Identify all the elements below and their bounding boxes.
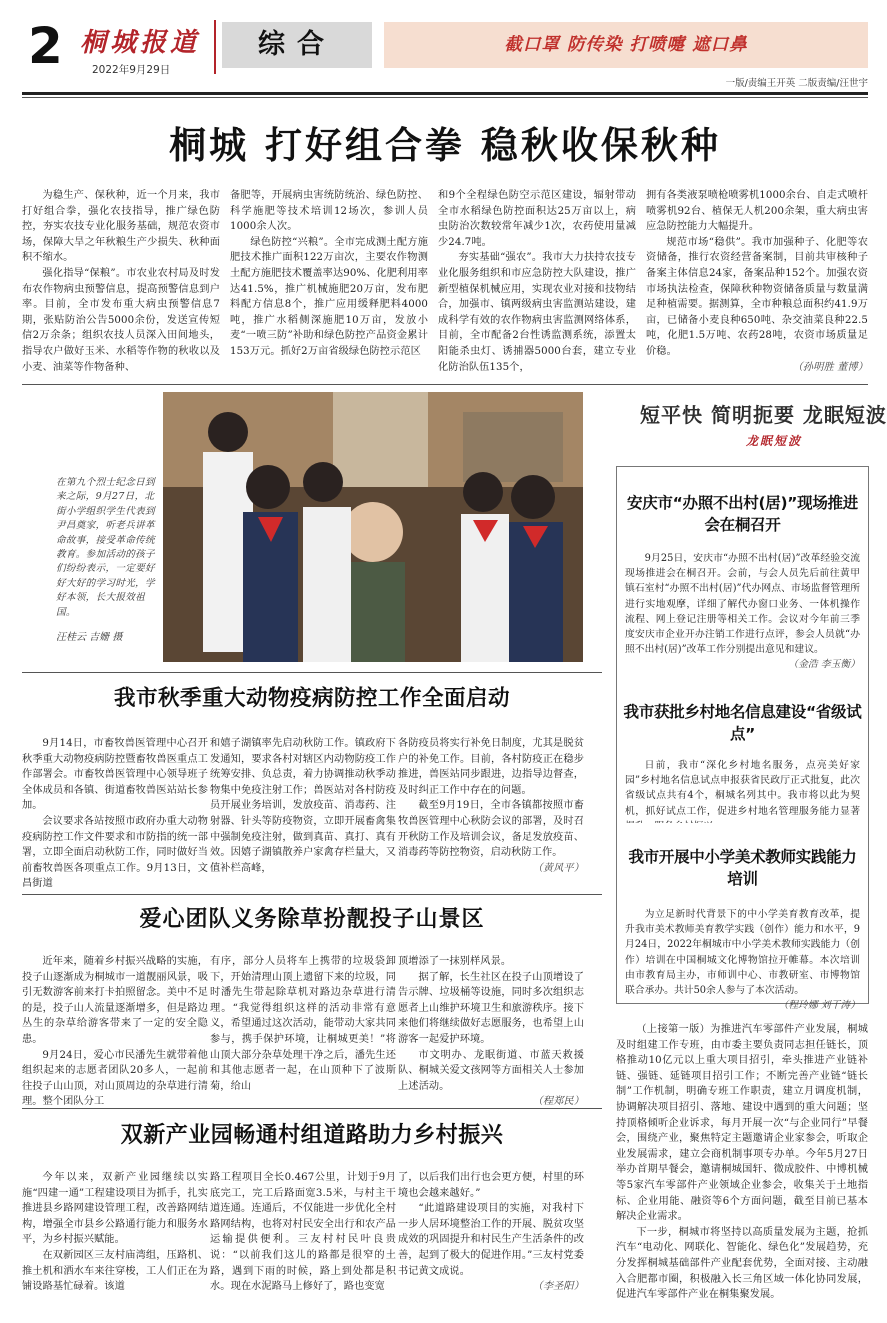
section-rule — [22, 384, 868, 385]
paragraph: 下一步，桐城市将坚持以高质量发展为主题，抢抓汽车“电动化、网联化、智能化、绿色化”发展趋势，充分发挥桐城基础部件产业配套优势，全面对接、主动融入合肥都市圈，积极融入长三角区域一体化协同发展，促进汽车零部件产业在桐集聚发展。 — [616, 1226, 868, 1301]
news-photo — [163, 392, 583, 662]
section-label-box — [222, 22, 372, 68]
lead-headline: 桐城 打好组合拳 稳秋收保秋种 — [169, 123, 721, 167]
paragraph: 市文明办、龙眠街道、市蓝天救援队、桐城关爱文孩网等方面相关人士参加上述活动。 — [398, 1049, 584, 1092]
paragraph: 截至9月19日，全市各镇都按照市畜牧兽医管理中心秋防会议的部署，及时召开秋防工作及培训会议，备足发放疫苗、消毒药等防控物资，启动秋防工作。 — [398, 800, 584, 859]
section-rule — [22, 894, 602, 895]
paragraph: 今年以来，双新产业园继续以实施“四建一通”工程建设项目为抓手，扎实推进县乡路网建设管理工程，改善路网结构，增强全市县乡公路通行能力和服务水平，为乡村振兴赋能。 — [22, 1172, 208, 1246]
lead-column-4 — [646, 188, 868, 376]
continued-article — [616, 1022, 868, 1312]
byline: （李圣阳） — [532, 1281, 584, 1293]
sidebar-header-title: 龙眠短波 — [746, 434, 803, 448]
article-column — [210, 1170, 396, 1315]
photo-caption: 在第九个烈士纪念日到来之际，9月27日，北街小学组织学生代表到尹昌奠家，听老兵讲革命故事，接受革命传统教育。参加活动的孩子们纷纷表示，一定要好好大好的学习时光，学好本领，长大报效祖国。 — [56, 477, 155, 618]
brief-title: 我市获批乡村地名信息建设“省级试点” — [623, 703, 862, 743]
byline: （孙明胜 董博） — [792, 361, 868, 373]
paragraph: 会议要求各站按照市政府办重大动物疫病防控工作文件要求和市防指的统一部署，立即全面启动秋防工作，同时做好当前畜牧兽医各项重点工作。9月13日，文昌街道 — [22, 815, 208, 890]
paragraph: 顶增添了一抹别样风景。 — [398, 956, 512, 967]
page-number: 2 — [28, 17, 63, 75]
editors-line: 一版/责编王开英 二版责编/汪世宇 — [725, 78, 868, 89]
paragraph: 绿色防控“兴粮”。全市完成测土配方施肥技术推广面积122万亩次，主要农作物测土配方施肥技术覆盖率达90%、化肥利用率达41.5%，推广机械施肥20万亩，发布肥料配方信息8个，推广应用缓释肥料4000吨，推广水稻侧深施肥10万亩，发放小麦“一喷三防”补助和绿色防控产品资金累计153万元。抓好2万亩省级绿色防控示范区 — [230, 236, 428, 357]
brief-item — [616, 466, 869, 690]
article-column — [22, 1170, 208, 1315]
lead-column-2 — [230, 188, 428, 376]
section-label: 综合 — [258, 29, 336, 60]
sidebar-header — [616, 398, 887, 454]
brief-body: 9月25日，安庆市“办照不出村(居)”改革经验交流现场推进会在桐召开。会前，与会人员先后前往黄甲镇石室村“办照不出村(居)”代办网点、市场监督管理所进行实地观摩，详细了解代办窗口业务、一体机操作流程、网上登记注册等相关工作。会议对今年前三季度安庆市企业开办注销工作进行点评，参会人员就“办照不出村(居)”改革工作分别提出意见和建议。 — [625, 553, 860, 656]
paragraph: 了，以后我们出行也会更方便，村里的环境也会越来越好。” — [398, 1172, 584, 1199]
masthead-rule-thin — [22, 97, 868, 98]
byline: （程玲娜 刘干涛） — [778, 1000, 860, 1012]
brief-body: 日前，我市“深化乡村地名服务，点亮美好家园”乡村地名信息试点申报获省民政厅正式批复，此次省级试点共有4个，桐城名列其中。我市将以此为契机，抓好试点工作，促进乡村地名管理服务能力显著 — [625, 760, 860, 817]
article-column — [398, 736, 584, 886]
article-column — [210, 954, 396, 1099]
paragraph: 路工程项目全长0.467公里，计划于9月底完工，完工后路面宽3.5米，与村主干道连通。连通后，不仅能进一步优化全村路网结构，也将对村民安全出行和农产品运输提供便利。三友村村民叶良贵说：“以前我们这儿的路都是很窄的土路，遇到下雨的时候，路上到处都是积水。现在水泥路马上修好了，路也变宽 — [210, 1172, 396, 1293]
paper-name-logo: 桐城报道 — [80, 28, 201, 58]
article-headline: 双新产业园畅通村组道路助力乡村振兴 — [120, 1123, 504, 1148]
paragraph: 据了解，长生社区在投子山顶增设了告示牌、垃圾桶等设施，同时多次组织志愿者上山维护环境卫生和旅游秩序。接下来他们将继续做好志愿服务，也希望上山游客一起爱护环境。 — [398, 971, 584, 1045]
article-headline: 爱心团队义务除草扮靓投子山景区 — [139, 907, 485, 932]
paragraph: 有序，部分人员将车上携带的垃圾袋卸下，开始清理山顶上遗留下来的垃圾，同时潘先生带起除草机对路边杂草进行清理。“我觉得组织这样的活动非常有意义，希望通过这次活动，能带动大家共同参与，携手保护环境，让桐城更美！”将山顶大部分杂草处理干净之后，潘先生还和其他志愿者一起，在山顶种下了波斯菊，给山 — [210, 956, 396, 1092]
paragraph: 9月14日，市畜牧兽医管理中心召开秋季重大动物疫病防控暨畜牧兽医重点工作部署会。市畜牧兽医管理中心领导班子全体成员和各镇、街道畜牧兽医站站长参加。 — [22, 738, 208, 812]
lead-column-3 — [438, 188, 636, 376]
paragraph: 近年来，随着乡村振兴战略的实施，投子山逐渐成为桐城市一道靓丽风景，吸引无数游客前来打卡拍照留念。美中不足的是，投子山人流量逐渐增多，但是路边丛生的杂草给游客带来了一定的安全隐患。 — [22, 956, 208, 1045]
sidebar-header-graphic: 短平快 简明扼要 龙眠短波 — [640, 403, 887, 427]
section-rule — [22, 672, 602, 673]
photo-illustration — [163, 392, 583, 662]
byline: （金浩 李玉衡） — [788, 659, 860, 671]
section-rule — [22, 1108, 602, 1109]
article-column — [22, 954, 208, 1108]
slogan-banner — [384, 22, 868, 68]
brief-title: 安庆市“办照不出村(居)”现场推进会在桐召开 — [627, 494, 858, 534]
paragraph: 在双新园区三友村庙湾组，压路机、推土机和洒水车来往穿梭，工人们正在为铺设路基忙碌着。该道 — [22, 1249, 208, 1293]
article-column — [22, 736, 208, 890]
slogan-text: 截口罩 防传染 打喷嚏 遮口鼻 — [504, 35, 748, 55]
brief-item — [616, 688, 869, 824]
photo-credit: 汪桂云 吉姗 摄 — [56, 632, 123, 643]
paragraph: （上接第一版）为推进汽车零部件产业发展，桐城及时组建工作专班，由市委主要负责同志担任链长，顶格推动10亿元以上重大项目招引，牵头推进产业链补链、强链、延链项目招引工作；不断完善产业链“链长制”工作机制，明确专班工作职责，建立月调度机制，协调解决项目招引、落地、建设中遇到的重大问题；坚持顶格倾听企业诉求，每月开展一次“与企业同行”早餐会，围绕产业，聚焦特定主题邀请企业家参会，听取企业发展需求，建立会商机制事项专办单。今年5月27日举办首期早餐会，邀请桐城国轩、微成胶件、中博机械等5家汽车零部件产业领域企业参会，收集关于土地指标、企业用能、融资等6个方面问题，截至目前已基本解决企业需求。 — [616, 1024, 868, 1223]
article-column — [398, 954, 584, 1108]
paragraph: 规范市场“稳供”。我市加强种子、化肥等农资储备，推行农资经营备案制，目前共审核种子备案主体信息24家，备案品种152个。加强农资市场执法检查，保障秋种物资储备质量与数量满足种植需要。据测算，全市种粮总面积约41.9万亩，已储备小麦良种650吨、杂交油菜良种22.5吨，化肥1.5万吨、农药28吨，农资市场质量足价稳。 — [646, 236, 868, 357]
issue-date: 2022年9月29日 — [92, 64, 171, 76]
article-column — [398, 1170, 584, 1315]
masthead — [0, 0, 887, 100]
lead-column-1 — [22, 188, 220, 376]
photo-caption-block — [22, 392, 162, 662]
paragraph: “此道路建设项目的实施，对我村下一步人居环境整治工作的开展、脱贫攻坚成效的巩固提升和村民生产生活条件的改善，起到了极大的促进作用。”三友村党委书记黄文成说。 — [398, 1203, 584, 1277]
brief-body: 为立足新时代背景下的中小学美育教育改革，提升我市美术教师美育教学实践（创作）能力和水平，9月24日，2022年桐城市中小学美术教师实践能力（创作）培训在中国桐城文化博物馆拉开帷幕。本次培训由市教育局主办，市师训中心、市教研室、市博物馆联合承办。共计50余人参与了本次活动。 — [625, 909, 860, 997]
byline: （黄风平） — [532, 862, 584, 874]
brief-title: 我市开展中小学美术教师实践能力培训 — [628, 848, 857, 888]
paragraph: 9月24日，爱心市民潘先生就带着他组织起来的志愿者团队20多人，一起前往投子山山顶，对山顶周边的杂草进行清理。整个团队分工 — [22, 1049, 208, 1108]
masthead-divider — [214, 20, 216, 74]
paragraph: 备肥等，开展病虫害统防统治、绿色防控、科学施肥等技术培训12场次，参训人员1000余人次。 — [230, 190, 428, 233]
byline: （程郑民） — [532, 1096, 584, 1108]
paragraph: 和嬉子湖镇率先启动秋防工作。镇政府下发通知，要求各村对辖区内动物防疫工作统筹安排、负总责，着力协调推动秋季动物集中免疫注射工作；兽医站对各村防疫员开展业务培训，发放疫苗、消毒药、注射器、针头等防疫物资，立即开展畜禽集中强制免疫注射，做到真苗、真打、真有效。因嬉子湖镇散养户家禽存栏量大，又值补栏高峰， — [210, 738, 396, 874]
paragraph: 强化指导“保粮”。市农业农村局及时发布农作物病虫预警信息，提高预警信息到户率。目前，全市发布重大病虫预警信息7期，张贴防治公告5000余份，发送宣传短信2万余条；组织农技人员深入田间地头，指导农户做好玉米、水稻等作物的秋收以及小麦、油菜等作物备种、 — [22, 267, 220, 373]
paragraph: 拥有各类液泵喷枪喷雾机1000余台、自走式喷杆喷雾机92台、植保无人机200余架，重大病虫害应急防控能力大幅提升。 — [646, 190, 868, 233]
masthead-rule — [22, 92, 868, 95]
article-column — [210, 736, 396, 886]
brief-item — [616, 823, 869, 1012]
paragraph: 夯实基础“强农”。我市大力扶持农技专业化服务组织和市应急防控大队建设，推广新型植保机械应用，实现农业对接和技物结合，加强市、镇两级病虫害监测站建设，建成科学有效的农作物病虫害监测网络体系，目前，全市配备2台性诱监测系统，添置太阳能杀虫灯、诱捕器5000台套，建立专业化防治队伍135个， — [438, 252, 636, 373]
paragraph: 和9个全程绿色防空示范区建设，辐射带动全市水稻绿色防控面积达25万亩以上，病虫防治次数较常年减少1次，农药使用量减少24.7吨。 — [438, 190, 636, 248]
paragraph: 为稳生产、保秋种，近一个月来，我市打好组合拳，强化农技指导，推广绿色防控，夯实农技专业化服务基础，规范农资市场，保障大旱之年秋粮生产少损失、秋种面积不缩水。 — [22, 190, 220, 264]
paragraph: 各防疫员将实行补免日制度，尤其是脱贫户的补免工作。目前，各村防疫正在稳步推进，兽医站同步跟进，边指导边督查，及时纠正工作中存在的问题。 — [398, 738, 584, 796]
article-headline: 我市秋季重大动物疫病防控工作全面启动 — [113, 686, 510, 711]
